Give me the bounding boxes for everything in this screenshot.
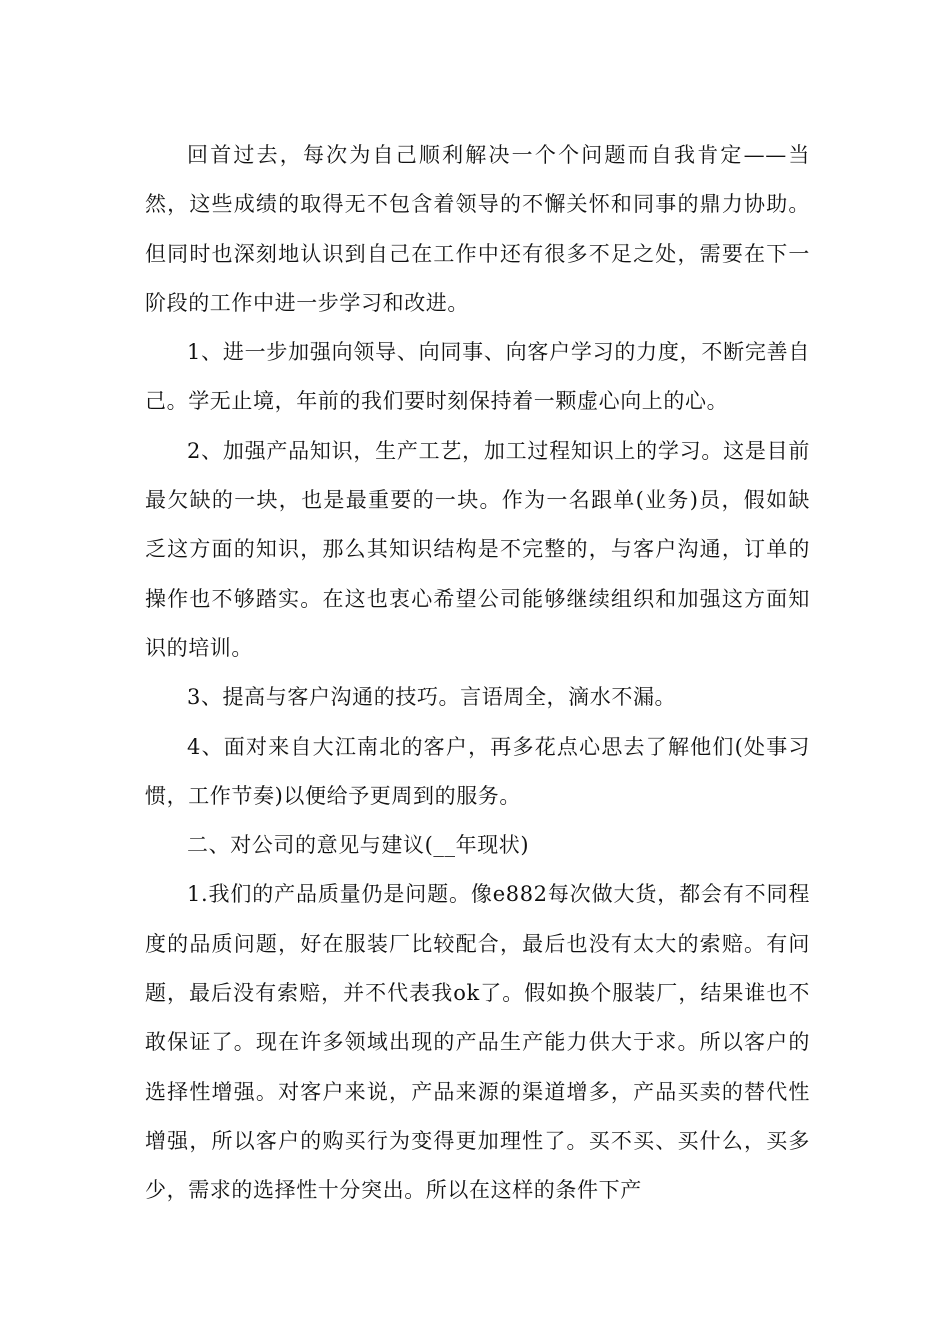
section-heading-suggestions: 二、对公司的意见与建议(__年现状) (187, 833, 530, 858)
paragraph-item-1: 1、进一步加强向领导、向同事、向客户学习的力度，不断完善自己。学无止境，年前的我们要时刻保持着一颗虚心向上的心。 (145, 340, 810, 414)
paragraph-item-3: 3、提高与客户沟通的技巧。言语周全，滴水不漏。 (187, 685, 677, 710)
paragraph-review: 回首过去，每次为自己顺利解决一个个问题而自我肯定——当然，这些成绩的取得无不包含着领导的不懈关怀和同事的鼎力协助。但同时也深刻地认识到自己在工作中还有很多不足之处，需要在下一阶段的工作中进一步学习和改进。 (145, 143, 810, 315)
paragraph-suggestion-1: 1.我们的产品质量仍是问题。像e882每次做大货，都会有不同程度的品质问题，好在服装厂比较配合，最后也没有太大的索赔。有问题，最后没有索赔，并不代表我ok了。假如换个服装厂，结果谁也不敢保证了。现在许多领域出现的产品生产能力供大于求。所以客户的选择性增强。对客户来说，产品来源的渠道增多，产品买卖的替代性增强，所以客户的购买行为变得更加理性了。买不买、买什么，买多少，需求的选择性十分突出。所以在这样的条件下产 (145, 882, 810, 1203)
document-body (145, 131, 810, 1216)
paragraph-item-4: 4、面对来自大江南北的客户，再多花点心思去了解他们(处事习惯，工作节奏)以便给予更周到的服务。 (145, 734, 810, 808)
paragraph-item-2: 2、加强产品知识，生产工艺，加工过程知识上的学习。这是目前最欠缺的一块，也是最重要的一块。作为一名跟单(业务)员，假如缺乏这方面的知识，那么其知识结构是不完整的，与客户沟通，订单的操作也不够踏实。在这也衷心希望公司能够继续组织和加强这方面知识的培训。 (145, 438, 810, 660)
